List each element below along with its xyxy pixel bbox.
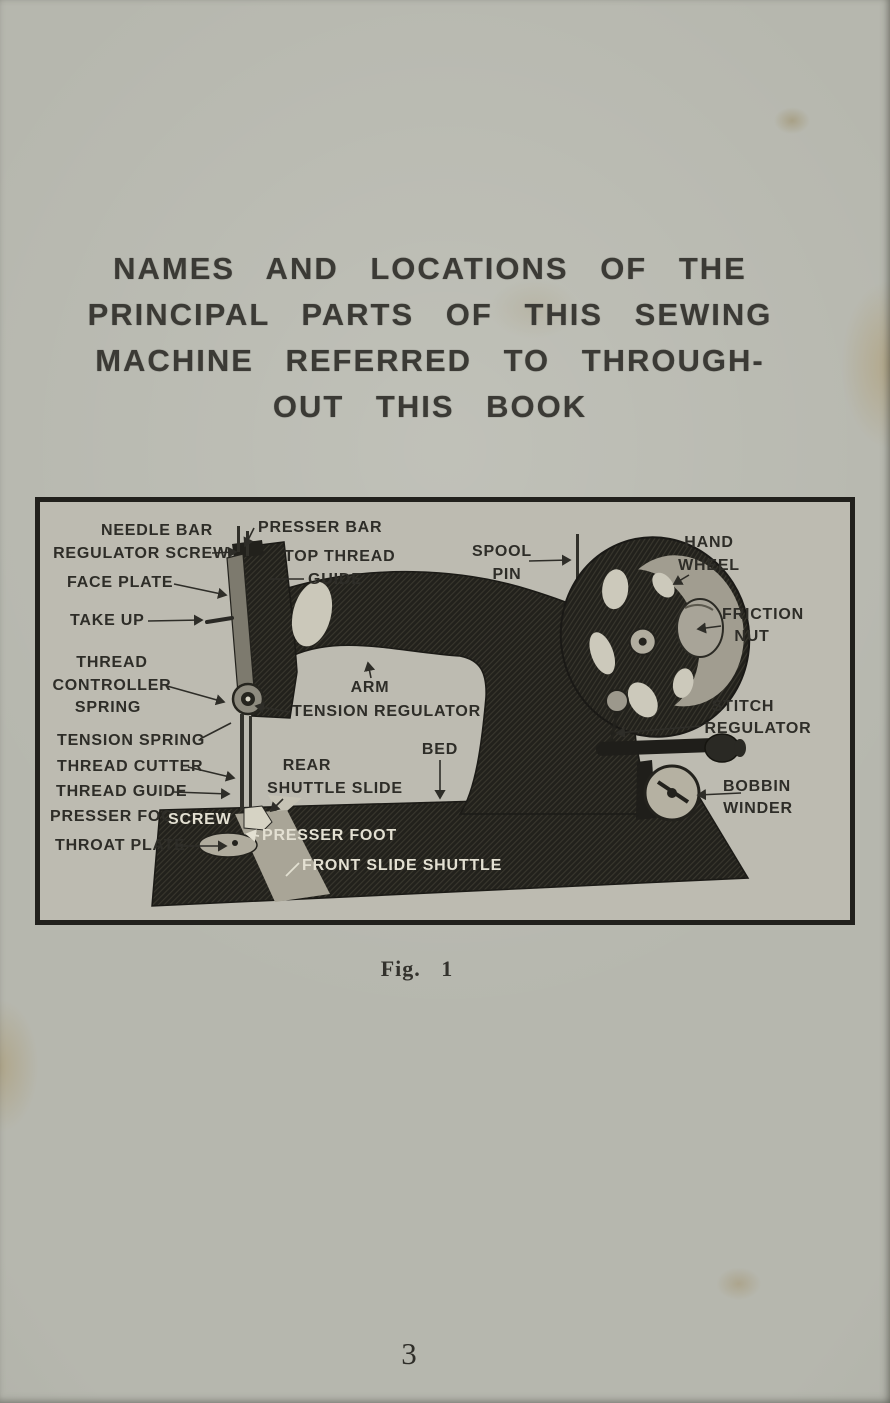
label-screw: SCREW bbox=[168, 811, 232, 828]
label-regulator: REGULATOR bbox=[704, 720, 812, 737]
needle-bar-pin bbox=[237, 526, 240, 552]
label-guide: GUIDE bbox=[308, 571, 363, 588]
title-line-3: MACHINE REFERRED TO THROUGH- bbox=[95, 343, 765, 378]
label-bed: BED bbox=[421, 741, 459, 758]
needle-bar-lower bbox=[240, 714, 244, 810]
label-friction: FRICTION bbox=[722, 606, 804, 623]
label-thread: THREAD bbox=[76, 654, 148, 671]
bobbin-hub bbox=[667, 788, 677, 798]
label-winder: WINDER bbox=[723, 800, 793, 817]
label-front-slide-shuttle: FRONT SLIDE SHUTTLE bbox=[302, 857, 503, 874]
page-title bbox=[0, 246, 860, 430]
figure-1-frame bbox=[35, 497, 855, 925]
label-presser-foot: PRESSER FOOT bbox=[262, 827, 397, 844]
label-thread-guide: THREAD GUIDE bbox=[56, 783, 188, 800]
stitch-screw bbox=[606, 690, 628, 712]
title-line-1: NAMES AND LOCATIONS OF THE bbox=[113, 251, 747, 286]
title-line-2: PRINCIPAL PARTS OF THIS SEWING bbox=[87, 297, 773, 332]
presser-bar-lower bbox=[249, 716, 252, 808]
page-number: 3 bbox=[401, 1336, 417, 1371]
label-arm: ARM bbox=[350, 679, 390, 696]
label-presser-foot-screw: PRESSER FOOT bbox=[50, 808, 185, 825]
label-thread-cutter: THREAD CUTTER bbox=[57, 758, 204, 775]
sewing-machine-illustration bbox=[40, 502, 850, 920]
label-stitch: STITCH bbox=[711, 698, 775, 715]
label-controller: CONTROLLER bbox=[52, 677, 172, 694]
label-spring: SPRING bbox=[74, 699, 142, 716]
label-presser-bar: PRESSER BAR bbox=[258, 519, 383, 536]
leader-take-up bbox=[148, 620, 202, 621]
take-up-lever bbox=[207, 618, 232, 622]
label-spool: SPOOL bbox=[471, 543, 533, 560]
label-tension-regulator: TENSION REGULATOR bbox=[292, 703, 482, 720]
leader-arm bbox=[368, 663, 371, 678]
stitch-knob-hub bbox=[734, 739, 746, 757]
leader-spool-pin bbox=[529, 560, 570, 561]
label-rear: REAR bbox=[282, 757, 332, 774]
leader-face-plate bbox=[174, 584, 226, 595]
label-top-thread: TOP THREAD bbox=[284, 548, 396, 565]
label-tension-spring: TENSION SPRING bbox=[57, 732, 206, 749]
tension-disc-dot bbox=[246, 697, 251, 702]
label-shuttle-slide: SHUTTLE SLIDE bbox=[267, 780, 403, 797]
label-throat-plate: THROAT PLATE bbox=[55, 837, 186, 854]
label-wheel: WHEEL bbox=[678, 557, 740, 574]
leader-thread-controller-spring bbox=[167, 686, 224, 702]
title-line-4: OUT THIS BOOK bbox=[272, 389, 588, 424]
label-pin: PIN bbox=[492, 566, 522, 583]
throat-plate-hole bbox=[232, 840, 238, 846]
stitch-knob bbox=[705, 734, 739, 762]
figure-caption: Fig. 1 bbox=[380, 956, 454, 981]
label-take-up: TAKE UP bbox=[70, 612, 145, 629]
throat-plate-part bbox=[199, 833, 257, 857]
label-needle-bar: NEEDLE BAR bbox=[100, 522, 214, 539]
label-regulator-screw: REGULATOR SCREW bbox=[53, 545, 229, 562]
label-hand: HAND bbox=[684, 534, 734, 551]
label-face-plate: FACE PLATE bbox=[67, 574, 174, 591]
label-bobbin: BOBBIN bbox=[723, 778, 791, 795]
bobbin-winder-group bbox=[636, 760, 699, 820]
label-nut: NUT bbox=[734, 628, 770, 645]
